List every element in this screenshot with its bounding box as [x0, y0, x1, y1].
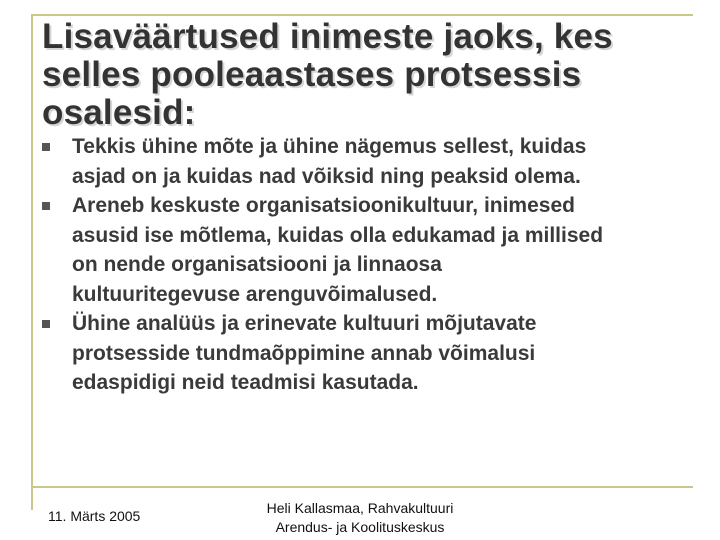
- bullet-list: [40, 122, 690, 398]
- bullet-text-line: Areneb keskuste organisatsioonikultuur, inimesed: [72, 194, 575, 217]
- bullet-text-line: protsesside tundmaõppimine annab võimalusi: [72, 341, 536, 365]
- slide-title: [42, 18, 682, 132]
- bullet-text-line: on nende organisatsiooni ja linnaosa: [72, 253, 442, 276]
- bullet-item: [40, 191, 690, 309]
- bullet-text-line: asusid ise mõtlema, kuidas olla edukamad ja millised: [72, 223, 604, 247]
- square-bullet-icon: [42, 202, 50, 210]
- title-line-2: selles pooleaastases protsessis: [42, 55, 582, 94]
- frame-left-line: [31, 14, 33, 510]
- footer-author: [230, 499, 490, 537]
- bullet-item: [40, 132, 690, 191]
- square-bullet-icon: [42, 320, 50, 328]
- bullet-item: [40, 309, 690, 398]
- frame-bottom-line: [31, 486, 693, 488]
- bullet-text-line: edaspidigi neid teadmisi kasutada.: [72, 371, 419, 394]
- bullet-text-line: Ühine analüüs ja erinevate kultuuri mõjutavate: [72, 312, 537, 335]
- footer-author-line-1: Heli Kallasmaa, Rahvakultuuri: [266, 500, 454, 516]
- footer-author-line-2: Arendus- ja Koolituskeskus: [275, 519, 445, 535]
- bullet-text-line: asjad on ja kuidas nad võiksid ning peaksid olema.: [72, 164, 581, 188]
- bullet-text-line: kultuuritegevuse arenguvõimalused.: [72, 282, 438, 306]
- title-line-1: Lisaväärtused inimeste jaoks, kes: [42, 17, 613, 56]
- bullet-text-line: Tekkis ühine mõte ja ühine nägemus sellest, kuidas: [72, 135, 587, 158]
- footer-date: 11. Märts 2005: [48, 508, 141, 524]
- title-line-3: osalesid:: [42, 93, 196, 132]
- square-bullet-icon: [42, 143, 50, 151]
- frame-top-line: [31, 14, 693, 16]
